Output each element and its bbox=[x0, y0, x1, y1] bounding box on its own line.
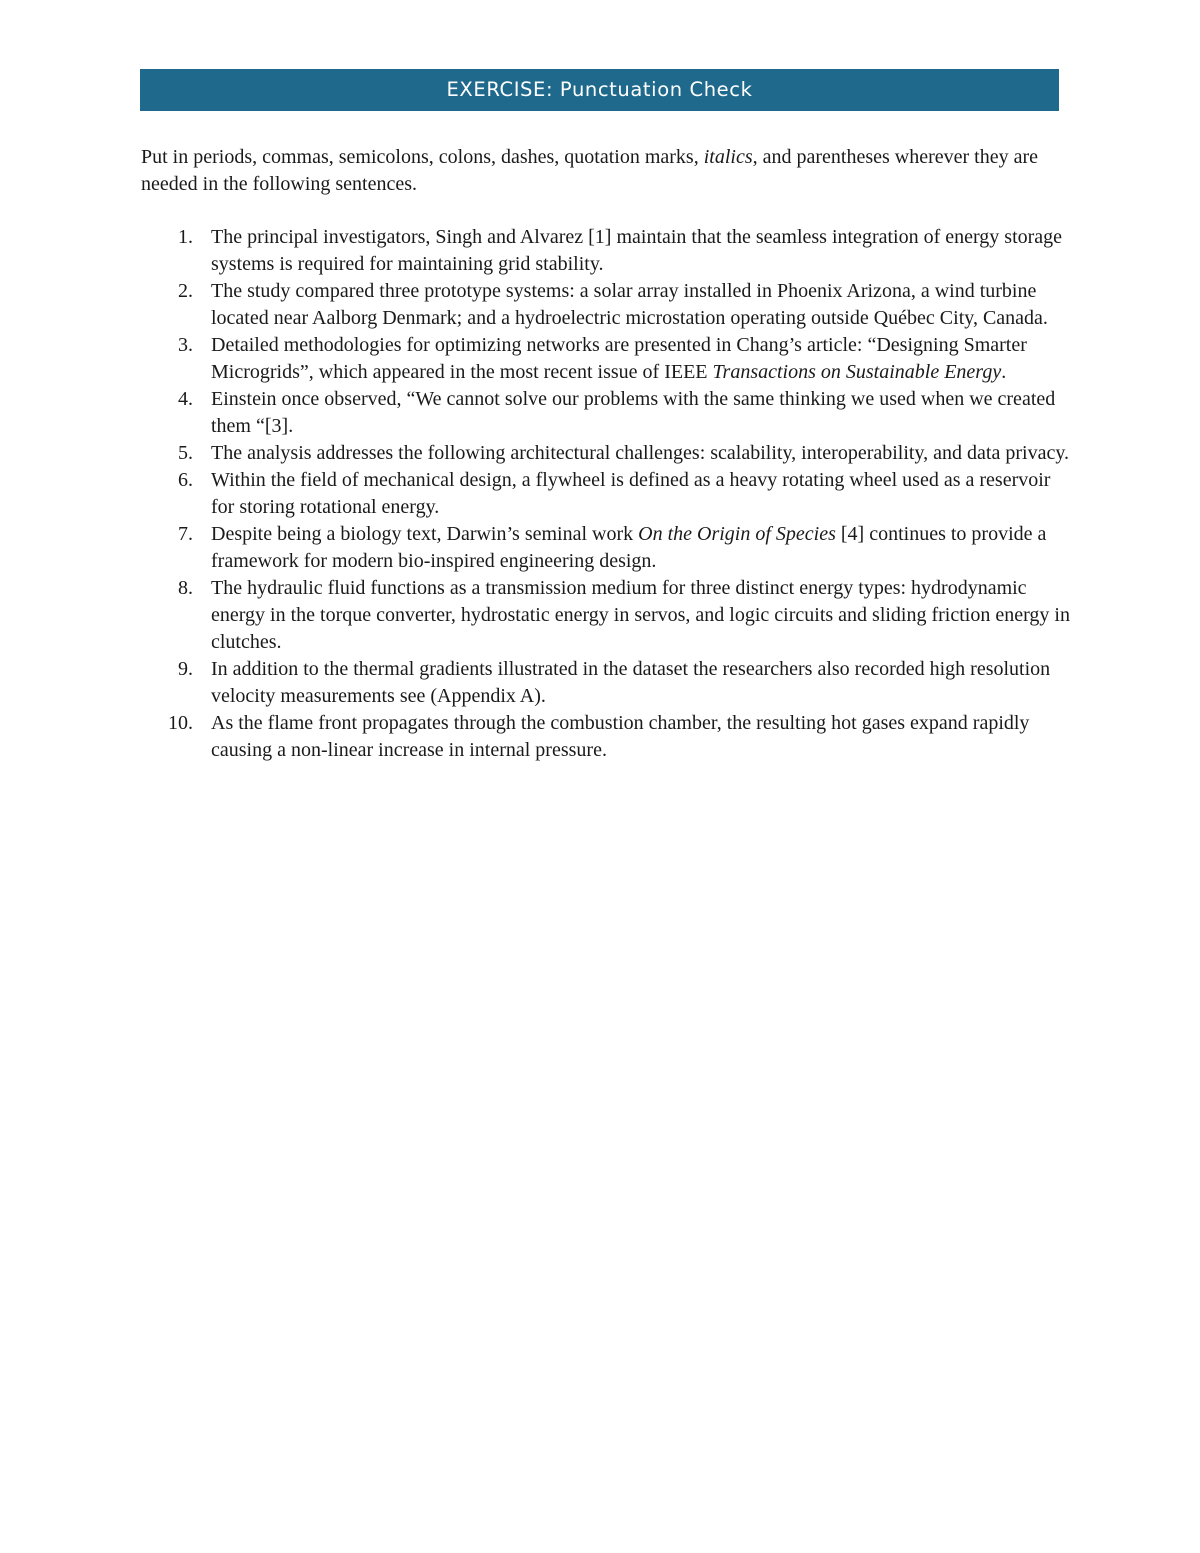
item-text: Einstein once observed, “We cannot solve our problems with the same thinking we used when we created them “[3]. bbox=[211, 388, 1056, 437]
list-item bbox=[141, 467, 1071, 521]
exercise-list bbox=[141, 224, 1071, 764]
list-item bbox=[141, 224, 1071, 278]
item-italic-title: Transactions on Sustainable Energy bbox=[712, 361, 1002, 383]
item-number: 5. bbox=[178, 442, 193, 464]
instructions-paragraph bbox=[141, 144, 1061, 198]
item-number: 10. bbox=[168, 712, 193, 734]
item-text: Detailed methodologies for optimizing networks are presented in Chang’s article: “Designing Smarter Microgrids”, which appeared in the most recent issue of IEEE bbox=[211, 334, 1027, 383]
item-number: 4. bbox=[178, 388, 193, 410]
item-number: 3. bbox=[178, 334, 193, 356]
list-item bbox=[141, 575, 1071, 656]
list-item bbox=[141, 386, 1071, 440]
instructions-text-before: Put in periods, commas, semicolons, colons, dashes, quotation marks, bbox=[141, 146, 704, 168]
item-text-after: . bbox=[1001, 361, 1007, 383]
item-text: The study compared three prototype systems: a solar array installed in Phoenix Arizona, a wind turbine located near Aalborg Denmark; and a hydroelectric microstation operating outside Québec City, Canada. bbox=[211, 280, 1048, 329]
instructions-text-after: , and parentheses wherever they are needed in the following sentences. bbox=[141, 146, 1039, 195]
item-text: The principal investigators, Singh and Alvarez [1] maintain that the seamless integration of energy storage systems is required for maintaining grid stability. bbox=[211, 226, 1063, 275]
list-item bbox=[141, 710, 1071, 764]
item-text: In addition to the thermal gradients illustrated in the dataset the researchers also recorded high resolution velocity measurements see (Appendix A). bbox=[211, 658, 1051, 707]
item-number: 9. bbox=[178, 658, 193, 680]
item-text: The hydraulic fluid functions as a transmission medium for three distinct energy types: hydrodynamic energy in the torque converter, hydrostatic energy in servos, and logic circuits and sliding friction energy in clutches. bbox=[211, 577, 1070, 653]
item-number: 2. bbox=[178, 280, 193, 302]
list-item bbox=[141, 656, 1071, 710]
item-text: As the flame front propagates through the combustion chamber, the resulting hot gases expand rapidly causing a non-linear increase in internal pressure. bbox=[211, 712, 1030, 761]
item-text-after: [4] continues to provide a framework for modern bio-inspired engineering design. bbox=[211, 523, 1047, 572]
item-number: 8. bbox=[178, 577, 193, 599]
list-item bbox=[141, 440, 1071, 467]
item-text: The analysis addresses the following architectural challenges: scalability, interoperability, and data privacy. bbox=[211, 442, 1070, 464]
exercise-banner bbox=[140, 69, 1059, 111]
list-item bbox=[141, 278, 1071, 332]
instructions-italic-word: italics bbox=[703, 146, 753, 168]
item-italic-title: On the Origin of Species bbox=[638, 523, 836, 545]
list-item bbox=[141, 332, 1071, 386]
item-number: 1. bbox=[178, 226, 193, 248]
item-number: 7. bbox=[178, 523, 193, 545]
item-text: Despite being a biology text, Darwin’s seminal work bbox=[211, 523, 639, 545]
banner-title: EXERCISE: Punctuation Check bbox=[446, 78, 753, 101]
item-text: Within the field of mechanical design, a flywheel is defined as a heavy rotating wheel used as a reservoir for storing rotational energy. bbox=[211, 469, 1051, 518]
item-number: 6. bbox=[178, 469, 193, 491]
list-item bbox=[141, 521, 1071, 575]
